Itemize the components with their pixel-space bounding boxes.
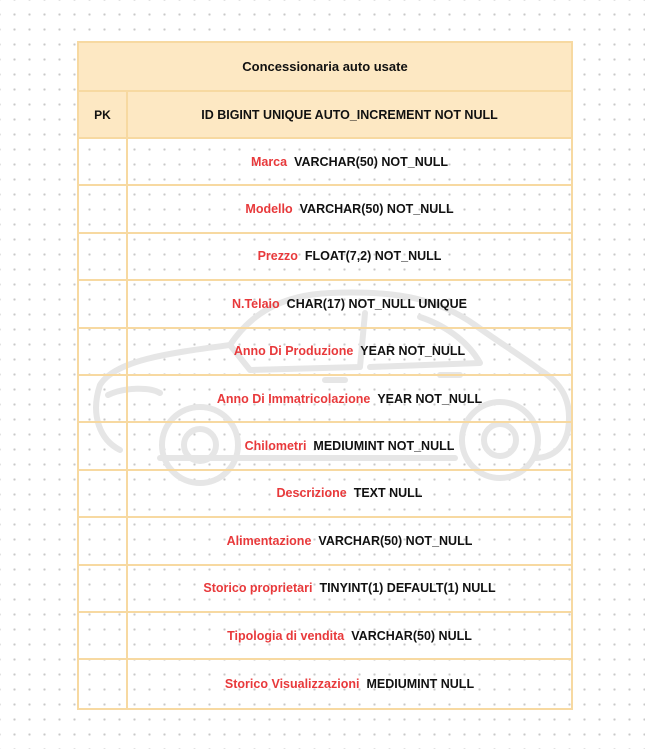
- field-type: YEAR NOT_NULL: [360, 344, 466, 359]
- key-cell-empty: [79, 660, 128, 707]
- key-cell-empty: [79, 234, 128, 279]
- field-row-storico-proprietari: [79, 566, 571, 613]
- table-title: Concessionaria auto usate: [79, 43, 571, 92]
- field-row-modello: [79, 186, 571, 233]
- field-name: Anno Di Produzione: [233, 344, 354, 359]
- field-type: VARCHAR(50) NULL: [351, 628, 472, 643]
- pk-definition: ID BIGINT UNIQUE AUTO_INCREMENT NOT NULL: [201, 107, 498, 122]
- key-cell-empty: [79, 329, 128, 374]
- field-type: MEDIUMINT NOT_NULL: [313, 439, 455, 454]
- pk-label: PK: [79, 92, 128, 137]
- field-row-descrizione: [79, 471, 571, 518]
- field-row-chilometri: [79, 423, 571, 470]
- field-row-anno-produzione: [79, 329, 571, 376]
- key-cell-empty: [79, 281, 128, 326]
- key-cell-empty: [79, 186, 128, 231]
- field-row-alimentazione: [79, 518, 571, 565]
- field-name: Alimentazione: [226, 533, 312, 548]
- key-cell-empty: [79, 518, 128, 563]
- field-name: Storico proprietari: [203, 581, 313, 596]
- field-type: FLOAT(7,2) NOT_NULL: [304, 249, 442, 264]
- field-type: VARCHAR(50) NOT_NULL: [294, 154, 449, 169]
- field-name: Prezzo: [257, 249, 298, 264]
- field-row-telaio: [79, 281, 571, 328]
- entity-table: [77, 41, 573, 710]
- field-name: Descrizione: [276, 486, 347, 501]
- field-type: CHAR(17) NOT_NULL UNIQUE: [286, 296, 468, 311]
- field-type: VARCHAR(50) NOT_NULL: [318, 533, 473, 548]
- field-name: Storico Visualizzazioni: [224, 676, 360, 691]
- field-name: N.Telaio: [231, 296, 280, 311]
- key-cell-empty: [79, 139, 128, 184]
- field-name: Chilometri: [244, 439, 307, 454]
- key-cell-empty: [79, 376, 128, 421]
- field-row-storico-visualizzazioni: [79, 660, 571, 707]
- field-row-anno-immatricolazione: [79, 376, 571, 423]
- field-row-tipologia-vendita: [79, 613, 571, 660]
- field-row-marca: [79, 139, 571, 186]
- primary-key-row: [79, 92, 571, 139]
- field-type: TEXT NULL: [353, 486, 423, 501]
- key-cell-empty: [79, 471, 128, 516]
- key-cell-empty: [79, 566, 128, 611]
- field-type: MEDIUMINT NULL: [366, 676, 475, 691]
- field-type: YEAR NOT_NULL: [377, 391, 483, 406]
- field-row-prezzo: [79, 234, 571, 281]
- key-cell-empty: [79, 423, 128, 468]
- field-name: Anno Di Immatricolazione: [216, 391, 371, 406]
- field-name: Modello: [245, 202, 293, 217]
- field-type: VARCHAR(50) NOT_NULL: [299, 202, 454, 217]
- field-name: Tipologia di vendita: [227, 628, 345, 643]
- field-type: TINYINT(1) DEFAULT(1) NULL: [319, 581, 496, 596]
- field-name: Marca: [250, 154, 288, 169]
- key-cell-empty: [79, 613, 128, 658]
